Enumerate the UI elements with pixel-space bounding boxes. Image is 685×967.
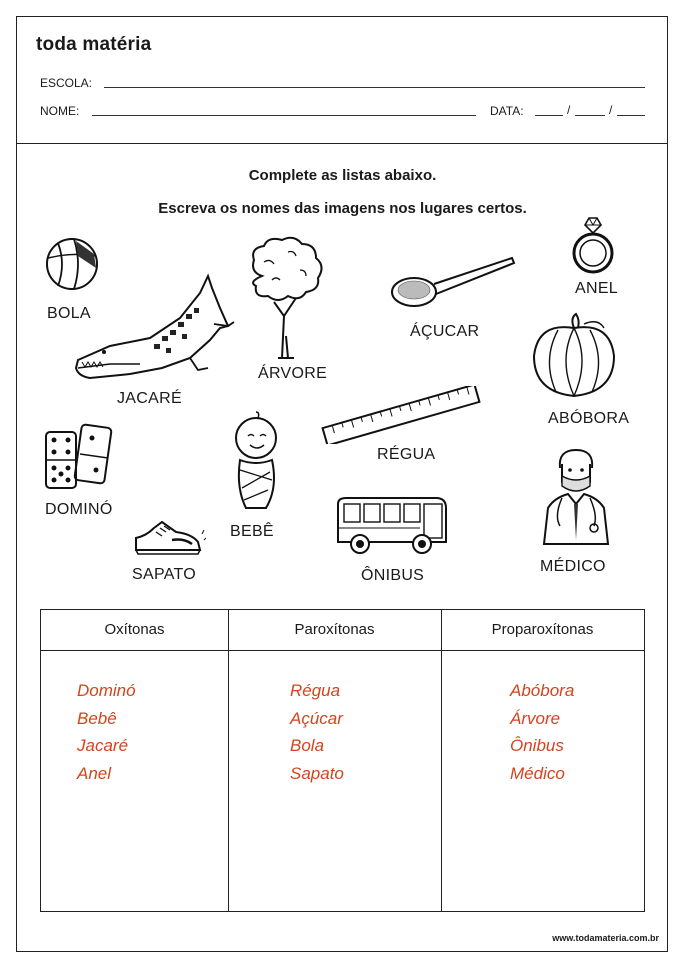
header-paroxitonas: Paroxítonas xyxy=(294,621,375,638)
pumpkin-icon xyxy=(528,312,620,400)
ring-icon xyxy=(570,215,616,275)
header-divider xyxy=(17,143,667,144)
label-bebe: BEBÊ xyxy=(230,523,274,540)
list-item: Dominó xyxy=(77,681,136,700)
label-abobora: ABÓBORA xyxy=(548,410,630,427)
column-divider xyxy=(441,610,442,911)
header-proparoxitonas: Proparoxítonas xyxy=(491,621,594,638)
proparoxitonas-list xyxy=(510,677,574,787)
label-domino: DOMINÓ xyxy=(45,501,113,518)
list-item: Bebê xyxy=(77,708,117,728)
label-jacare: JACARÉ xyxy=(117,390,182,407)
label-bola: BOLA xyxy=(47,305,91,322)
data-year-field[interactable] xyxy=(617,115,645,116)
list-item: Régua xyxy=(290,681,341,700)
label-regua: RÉGUA xyxy=(377,446,436,463)
data-label: DATA: xyxy=(490,104,524,118)
label-anel: ANEL xyxy=(575,280,618,297)
domino-icon xyxy=(44,422,116,494)
list-item: Anel xyxy=(77,763,112,783)
ruler-icon xyxy=(320,386,482,444)
date-slash: / xyxy=(567,103,571,117)
paroxitonas-list xyxy=(290,677,344,787)
list-item: Açúcar xyxy=(290,708,343,728)
nome-label: NOME: xyxy=(40,104,80,118)
bus-icon xyxy=(332,496,450,558)
list-item: Sapato xyxy=(290,763,344,783)
header-oxitonas: Oxítonas xyxy=(104,621,165,638)
nome-field[interactable] xyxy=(92,115,476,116)
instruction-line-1: Complete as listas abaixo. xyxy=(248,167,437,184)
escola-label: ESCOLA: xyxy=(40,76,93,90)
tree-icon xyxy=(244,236,328,362)
escola-field[interactable] xyxy=(104,87,645,88)
label-acucar: ÁÇUCAR xyxy=(410,323,480,340)
shoe-icon xyxy=(132,520,206,556)
column-divider xyxy=(228,610,229,911)
list-item: Ônibus xyxy=(510,736,564,755)
label-onibus: ÔNIBUS xyxy=(361,567,425,584)
list-item: Jacaré xyxy=(77,736,129,755)
list-item: Médico xyxy=(510,763,565,783)
label-sapato: SAPATO xyxy=(132,566,197,583)
logo: toda matéria xyxy=(36,34,152,55)
label-medico: MÉDICO xyxy=(540,558,606,575)
list-item: Abóbora xyxy=(510,681,575,700)
crocodile-icon xyxy=(70,268,235,386)
list-item: Bola xyxy=(290,736,325,755)
oxitonas-list xyxy=(77,677,136,787)
data-day-field[interactable] xyxy=(535,115,563,116)
footer-url[interactable]: www.todamateria.com.br xyxy=(552,933,659,943)
label-arvore: ÁRVORE xyxy=(258,365,328,382)
list-item: Árvore xyxy=(510,708,561,728)
spoon-icon xyxy=(390,254,516,312)
classification-table xyxy=(40,609,645,912)
instruction-line-2: Escreva os nomes das imagens nos lugares certos. xyxy=(158,200,527,217)
date-slash: / xyxy=(609,103,613,117)
data-month-field[interactable] xyxy=(575,115,605,116)
baby-icon xyxy=(226,408,286,512)
doctor-icon xyxy=(540,446,612,546)
